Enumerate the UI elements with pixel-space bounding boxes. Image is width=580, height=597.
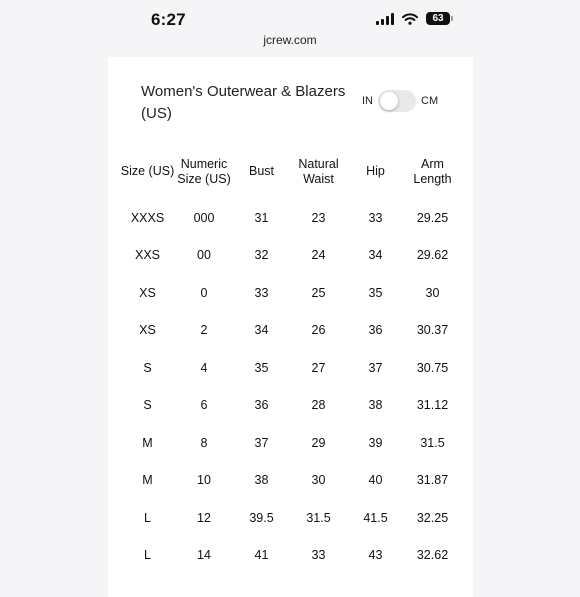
table-cell: 10 (197, 473, 211, 488)
table-cell: 30.75 (416, 360, 449, 375)
toggle-knob (380, 92, 398, 110)
table-row (120, 349, 461, 387)
table-cell: 35 (254, 360, 269, 375)
table-row (120, 537, 461, 575)
table-cell: 34 (254, 323, 269, 338)
table-cell: 25 (311, 285, 326, 300)
table-cell: 23 (311, 210, 326, 225)
status-icons (376, 12, 450, 25)
table-cell: XXXS (130, 210, 165, 225)
table-cell: 30 (311, 473, 326, 488)
table-cell: 00 (197, 248, 211, 263)
unit-label-cm: CM (421, 95, 439, 107)
table-cell: 29.62 (416, 248, 449, 263)
column-header: Numeric Size (US) (177, 156, 231, 186)
table-cell: 30 (425, 285, 440, 300)
table-row (120, 274, 461, 312)
table-cell: 4 (200, 360, 208, 375)
table-cell: 37 (368, 360, 383, 375)
table-row (120, 424, 461, 462)
table-cell: 2 (200, 323, 208, 338)
table-cell: 14 (197, 548, 211, 563)
table-cell: 36 (254, 398, 269, 413)
table-row (120, 499, 461, 537)
table-cell: 31.5 (420, 435, 445, 450)
size-chart-card (108, 57, 473, 597)
table-cell: M (142, 435, 153, 450)
table-cell: 31.87 (416, 473, 449, 488)
column-header: Size (US) (120, 164, 175, 178)
table-row (120, 199, 461, 237)
battery-icon: 63 (426, 12, 450, 25)
size-table (120, 144, 461, 574)
table-row (120, 312, 461, 350)
table-cell: 40 (368, 473, 383, 488)
table-cell: 33 (368, 210, 383, 225)
table-cell: 12 (197, 510, 211, 525)
table-cell: 32.62 (416, 548, 449, 563)
status-bar (0, 0, 580, 34)
table-cell: 33 (311, 548, 326, 563)
table-cell: 26 (311, 323, 326, 338)
unit-label-in: IN (362, 95, 373, 107)
unit-toggle[interactable] (362, 90, 438, 112)
table-cell: 38 (368, 398, 383, 413)
column-header: Natural Waist (298, 156, 339, 186)
table-cell: 29 (311, 435, 326, 450)
table-cell: L (144, 548, 151, 563)
wifi-icon (402, 13, 418, 25)
table-cell: 41 (254, 548, 269, 563)
table-cell: L (144, 510, 151, 525)
table-cell: 29.25 (416, 210, 449, 225)
table-cell: 35 (368, 285, 383, 300)
table-cell: 6 (200, 398, 208, 413)
table-cell: 8 (200, 435, 208, 450)
size-chart-title: Women's Outerwear & Blazers (US) (141, 83, 346, 122)
table-cell: 31 (254, 210, 269, 225)
status-time: 6:27 (151, 10, 186, 29)
url-bar[interactable]: jcrew.com (263, 33, 317, 47)
table-cell: 30.37 (416, 323, 449, 338)
table-row (120, 237, 461, 275)
table-cell: 32.25 (416, 510, 449, 525)
table-cell: 32 (254, 248, 269, 263)
table-cell: S (143, 398, 152, 413)
table-header-row (120, 144, 461, 199)
table-row (120, 387, 461, 425)
table-cell: 36 (368, 323, 383, 338)
column-header: Bust (248, 164, 274, 178)
table-cell: 38 (254, 473, 269, 488)
table-cell: XS (139, 323, 156, 338)
table-cell: 31.12 (416, 398, 449, 413)
table-cell: 000 (193, 210, 215, 225)
table-cell: XS (139, 285, 156, 300)
table-cell: 39 (368, 435, 383, 450)
table-cell: 28 (311, 398, 326, 413)
table-cell: 41.5 (363, 510, 388, 525)
table-cell: 33 (254, 285, 269, 300)
table-cell: 24 (311, 248, 326, 263)
unit-toggle-switch[interactable] (378, 90, 416, 112)
column-header: Arm Length (413, 156, 452, 186)
table-cell: 27 (311, 360, 326, 375)
table-row (120, 462, 461, 500)
table-cell: 31.5 (306, 510, 331, 525)
table-cell: S (143, 360, 152, 375)
table-cell: 0 (200, 285, 208, 300)
table-cell: XXS (134, 248, 160, 263)
signal-icon (376, 13, 394, 25)
table-cell: 43 (368, 548, 383, 563)
column-header: Hip (366, 164, 385, 178)
table-cell: 37 (254, 435, 269, 450)
table-cell: 34 (368, 248, 383, 263)
table-cell: 39.5 (249, 510, 274, 525)
table-cell: M (142, 473, 153, 488)
